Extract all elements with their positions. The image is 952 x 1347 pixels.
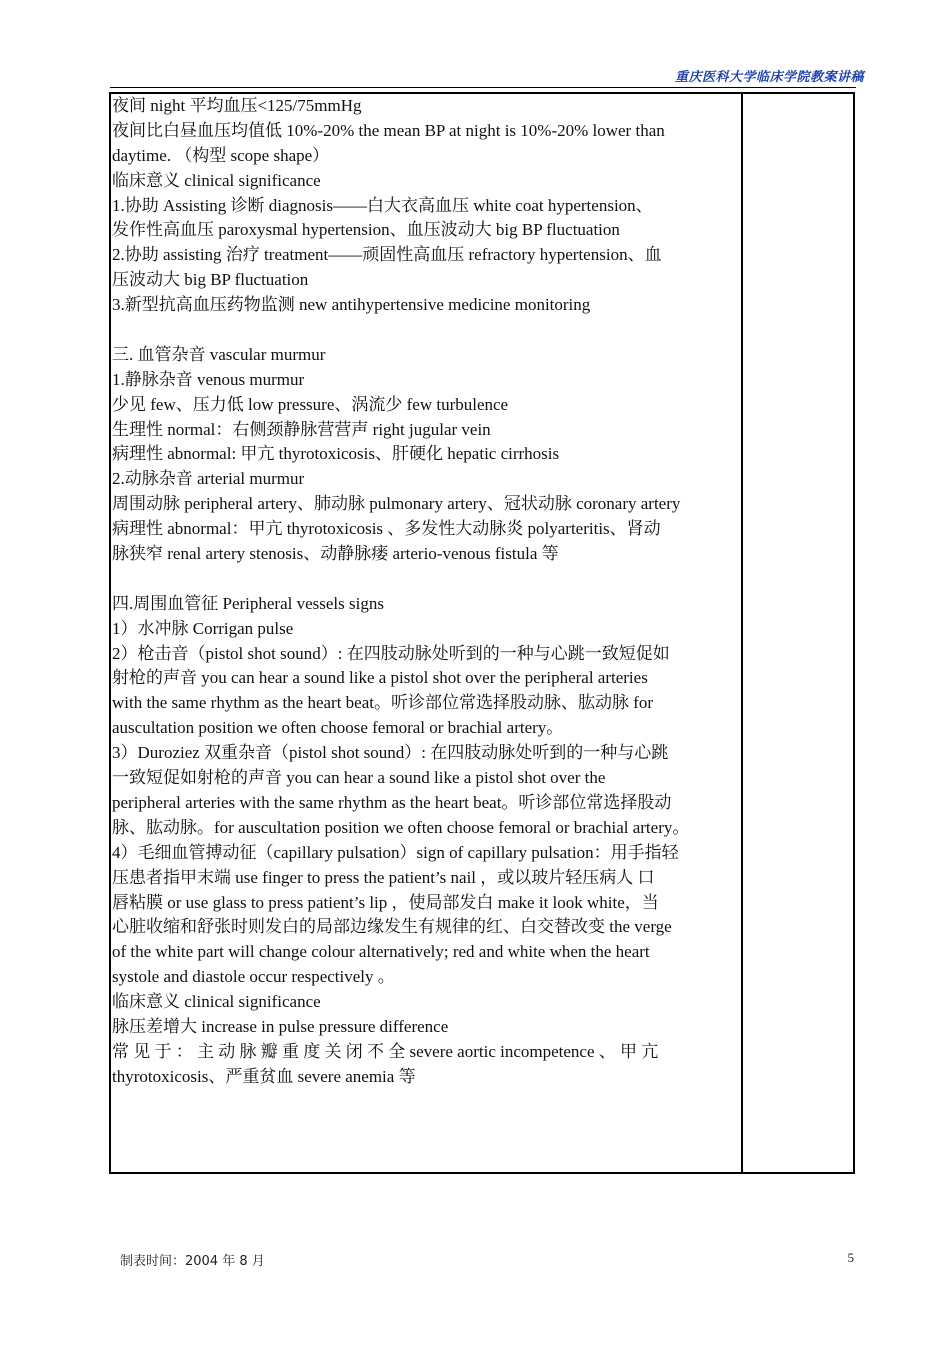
text-line: 1.协助 Assisting 诊断 diagnosis——白大衣高血压 white coat hypertension、 [112,195,653,215]
text-line: 唇粘膜 or use glass to press patient’s lip ，使局部发白 make it look white，当 [112,892,659,912]
text-line: 心脏收缩和舒张时则发白的局部边缘发生有规律的红、白交替改变 the verge [112,917,672,937]
text-line: 生理性 normal：右侧颈静脉营营声 right jugular vein [112,419,491,439]
column-divider [741,94,743,1172]
text-line: thyrotoxicosis、严重贫血 severe anemia 等 [112,1066,416,1086]
lecture-content [112,94,738,1090]
text-line: 常 见 于 ： 主 动 脉 瓣 重 度 关 闭 不 全 severe aortic incompetence 、 甲 亢 [112,1041,659,1061]
text-line: 4）毛细血管搏动征（capillary pulsation）sign of capillary pulsation：用手指轻 [112,842,679,862]
footer-date: 制表时间：2004 年 8 月 [120,1254,265,1269]
text-line: 夜间 night 平均血压<125/75mmHg [112,96,362,115]
text-line: 一致短促如射枪的声音 you can hear a sound like a pistol shot over the [112,768,606,788]
text-line: auscultation position we often choose femoral or brachial artery。 [112,718,564,738]
text-line: 病理性 abnormal: 甲亢 thyrotoxicosis、肝硬化 hepatic cirrhosis [112,444,560,464]
text-line: 脉狭窄 renal artery stenosis、动静脉瘘 arterio-venous fistula 等 [112,544,559,564]
text-line: 2.动脉杂音 arterial murmur [112,469,305,489]
document-header-title: 重庆医科大学临床学院教案讲稿 [674,70,864,85]
text-line: 周围动脉 peripheral artery、肺动脉 pulmonary artery、冠状动脉 coronary artery [112,494,681,514]
text-line: daytime. （构型 scope shape） [112,145,330,165]
text-line: peripheral arteries with the same rhythm as the heart beat。听诊部位常选择股动 [112,792,672,812]
text-line: 脉压差增大 increase in pulse pressure difference [112,1016,449,1036]
text-line: 临床意义 clinical significance [112,170,321,190]
blank-line [112,318,738,343]
text-line: 1.静脉杂音 venous murmur [112,369,305,389]
blank-line [112,567,738,592]
text-line: 发作性高血压 paroxysmal hypertension、血压波动大 big BP fluctuation [112,220,620,240]
text-line: 射枪的声音 you can hear a sound like a pistol shot over the peripheral arteries [112,668,648,688]
text-line: with the same rhythm as the heart beat。听诊部位常选择股动脉、肱动脉 for [112,693,654,713]
text-line: 病理性 abnormal：甲亢 thyrotoxicosis 、多发性大动脉炎 polyarteritis、肾动 [112,519,661,539]
page-number: 5 [847,1250,854,1265]
text-line: 1）水冲脉 Corrigan pulse [112,618,294,638]
text-line: 临床意义 clinical significance [112,992,321,1012]
text-line: 脉、肱动脉。for auscultation position we often choose femoral or brachial artery。 [112,817,690,837]
text-line: of the white part will change colour alternatively; red and white when the heart [112,942,650,962]
header-rule [110,87,856,88]
text-line: 四.周围血管征 Peripheral vessels signs [112,593,384,613]
text-line: 三. 血管杂音 vascular murmur [112,344,326,364]
text-line: 3）Duroziez 双重杂音（pistol shot sound）: 在四肢动脉处听到的一种与心跳 [112,743,669,763]
text-line: 2）枪击音（pistol shot sound）: 在四肢动脉处听到的一种与心跳一致短促如 [112,643,670,663]
text-line: 少见 few、压力低 low pressure、涡流少 few turbulence [112,394,509,414]
lecture-table [109,92,855,1174]
text-line: 压波动大 big BP fluctuation [112,270,309,290]
text-line: 夜间比白昼血压均值低 10%-20% the mean BP at night is 10%-20% lower than [112,120,665,140]
text-line: systole and diastole occur respectively 。 [112,967,395,987]
text-line: 2.协助 assisting 治疗 treatment——顽固性高血压 refractory hypertension、血 [112,245,662,265]
text-line: 压患者指甲末端 use finger to press the patient’s nail ，或以玻片轻压病人 口 [112,867,655,887]
text-line: 3.新型抗高血压药物监测 new antihypertensive medicine monitoring [112,295,591,315]
